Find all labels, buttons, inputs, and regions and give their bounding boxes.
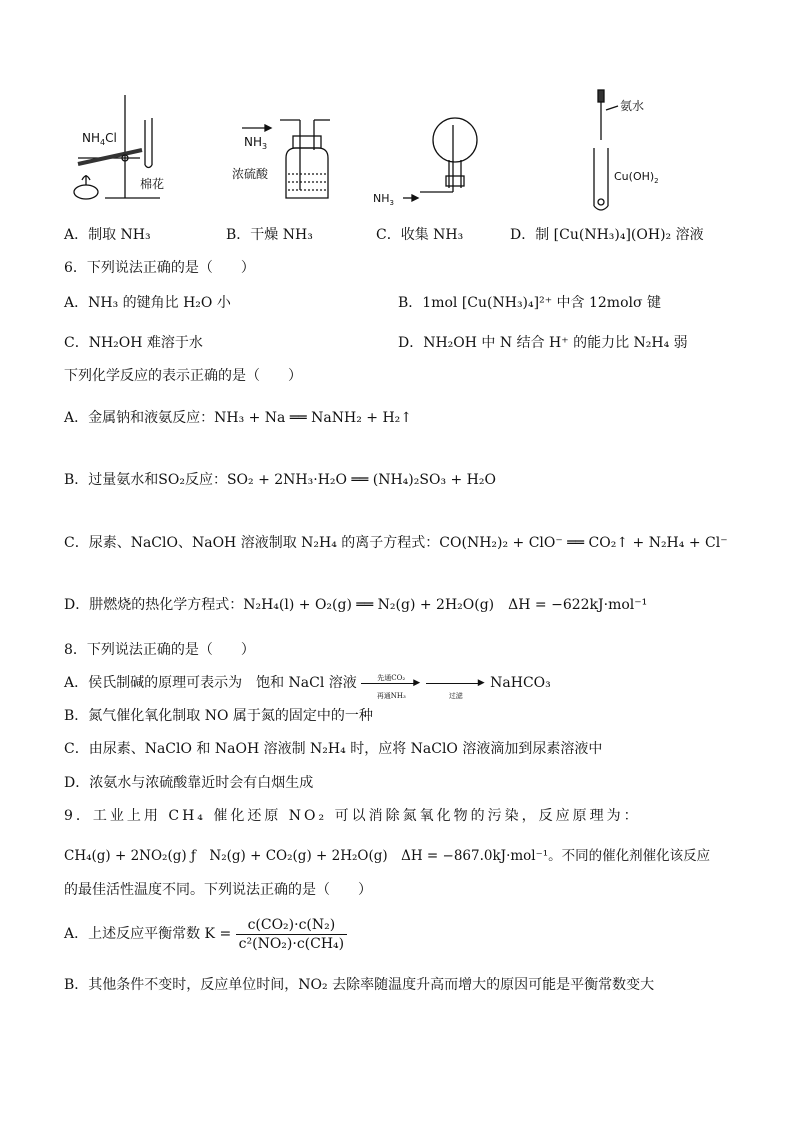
apparatus-d-ammonia: 氨水 [620,99,645,113]
q9-stem-line2: CH₄(g) + 2NO₂(g) ƒ N₂(g) + CO₂(g) + 2H₂O(g) ΔH = −867.0kJ·mol⁻¹。不同的催化剂催化该反应 [64,848,711,864]
apparatus-b-drawing [242,120,330,198]
q8-option-a [64,673,551,700]
q6-option-c: C．NH₂OH 难溶于水 [64,335,203,351]
reaction-arrow-1: 先通CO₂ ▶ 再通NH₃ [361,676,421,690]
q8-option-b: B．氮气催化氧化制取 NO 属于氮的固定中的一种 [64,708,373,724]
reaction-arrow-2: ▶ 过滤 [426,676,486,690]
apparatus-a-cotton: 棉花 [140,177,165,191]
q8-stem: 8．下列说法正确的是（ ） [64,642,255,658]
q9-option-b: B．其他条件不变时，反应单位时间，NO₂ 去除率随温度升高而增大的原因可能是平衡常数变大 [64,977,655,993]
q5-option-a: A．制取 NH₃ [64,227,151,243]
apparatus-b-acid: 浓硫酸 [232,167,269,181]
q5-option-d: D．制 [Cu(NH₃)₄](OH)₂ 溶液 [510,227,704,243]
q8-option-a-product: NaHCO₃ [490,675,551,691]
apparatus-c-nh3: $NH_3$ [373,192,394,207]
apparatus-figures [0,80,794,220]
q8-option-a-prefix: A．侯氏制碱的原理可表示为 饱和 NaCl 溶液 [64,675,357,691]
q7-option-b: B．过量氨水和SO₂反应：SO₂ + 2NH₃·H₂O ══ (NH₄)₂SO₃ + H₂O [64,472,496,488]
q7-option-d: D．肼燃烧的热化学方程式：N₂H₄(l) + O₂(g) ══ N₂(g) + 2H₂O(g) ΔH = −622kJ·mol⁻¹ [64,597,648,613]
q9-option-a [64,914,347,954]
q6-option-b: B．1mol [Cu(NH₃)₄]²⁺ 中含 12molσ 键 [398,295,661,311]
arrow1-top-label: 先通CO₂ [377,674,406,682]
q7-option-a: A．金属钠和液氨反应：NH₃ + Na ══ NaNH₂ + H₂↑ [64,410,413,426]
q6-stem: 6．下列说法正确的是（ ） [64,260,255,276]
q5-option-c: C．收集 NH₃ [376,227,464,243]
q7-option-c: C．尿素、NaClO、NaOH 溶液制取 N₂H₄ 的离子方程式：CO(NH₂)₂ + ClO⁻ ══ CO₂↑ + N₂H₄ + Cl⁻ [64,535,728,551]
fraction-denominator: c²(NO₂)·c(CH₄) [238,935,345,952]
apparatus-a-nh4cl: $NH_4Cl$ [82,131,117,147]
apparatus-c-drawing [403,118,477,201]
arrow2-bottom-label: 过滤 [448,692,463,700]
equilibrium-constant-fraction [236,916,347,953]
fraction-numerator: c(CO₂)·c(N₂) [236,916,347,935]
q7-stem: 下列化学反应的表示正确的是（ ） [64,368,302,384]
q9-stem-line3: 的最佳活性温度不同。下列说法正确的是（ ） [64,882,372,898]
q9-stem-line1: 9．工业上用 CH₄ 催化还原 NO₂ 可以消除氮氧化物的污染，反应原理为： [64,808,641,824]
q8-option-c: C．由尿素、NaClO 和 NaOH 溶液制 N₂H₄ 时，应将 NaClO 溶液滴加到尿素溶液中 [64,741,603,757]
q6-option-d: D．NH₂OH 中 N 结合 H⁺ 的能力比 N₂H₄ 弱 [398,335,688,351]
q8-option-d: D．浓氨水与浓硫酸靠近时会有白烟生成 [64,775,314,791]
q9-option-a-prefix: A．上述反应平衡常数 K = [64,926,232,942]
q6-option-a: A．NH₃ 的键角比 H₂O 小 [64,295,231,311]
apparatus-d-drawing [594,90,618,210]
apparatus-b-nh3: $NH_3$ [244,135,268,151]
q5-option-b: B．干燥 NH₃ [226,227,313,243]
apparatus-d-cuoh2: $Cu(OH)_2$ [614,170,659,185]
arrow1-bottom-label: 再通NH₃ [376,692,406,700]
